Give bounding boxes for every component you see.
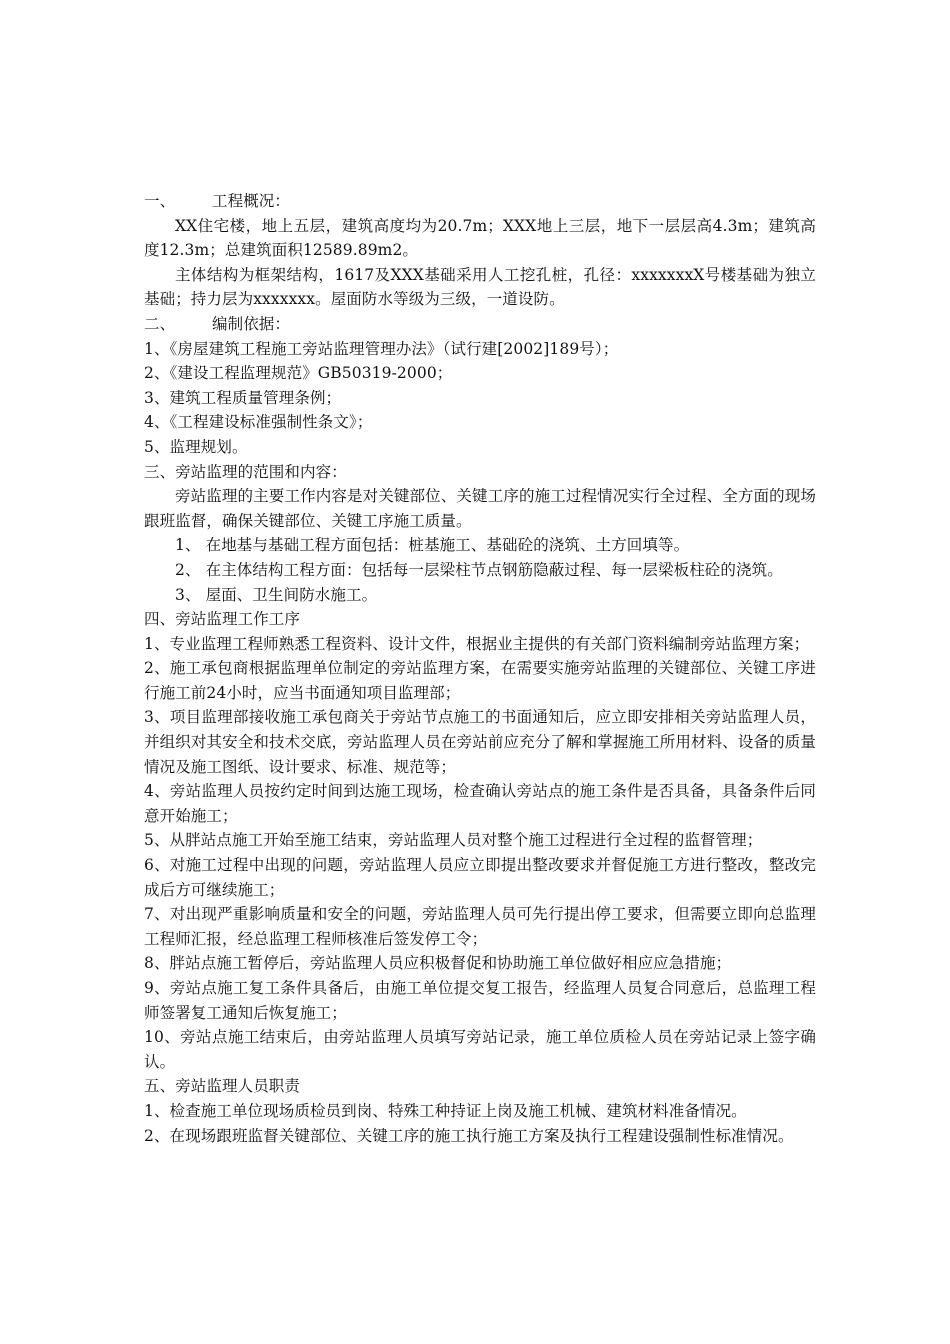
list-item: 8、胖站点施工暂停后，旁站监理人员应积极督促和协助施工单位做好相应应急措施； xyxy=(144,954,732,973)
list-item: 4、旁站监理人员按约定时间到达施工现场，检查确认旁站点的施工条件是否具备，具备条件后同意开始施工； xyxy=(144,782,816,825)
list-item: 5、监理规划。 xyxy=(144,437,248,456)
list-item: 3、建筑工程质量管理条例； xyxy=(144,388,342,407)
section-number: 二、 xyxy=(144,314,176,333)
paragraph-structure-overview: 主体结构为框架结构，1617及XXX基础采用人工挖孔桩，孔径：xxxxxxxX号楼基础为独立基础；持力层为xxxxxxx。屋面防水等级为三级，一道设防。 xyxy=(144,265,816,309)
section-heading-scope: 三、旁站监理的范围和内容： xyxy=(144,462,347,481)
section-title: 工程概况： xyxy=(212,192,291,210)
list-item: 2、在现场跟班监督关键部位、关键工序的施工执行施工方案及执行工程建设强制性标准情况。 xyxy=(144,1126,794,1145)
list-item: 2、 在主体结构工程方面：包括每一层梁柱节点钢筋隐蔽过程、每一层梁板柱砼的浇筑。 xyxy=(175,560,783,579)
list-item: 7、对出现严重影响质量和安全的问题，旁站监理人员可先行提出停工要求，但需要立即向总监理工程师汇报，经总监理工程师核准后签发停工令； xyxy=(144,905,816,948)
list-item: 1、 在地基与基础工程方面包括：桩基施工、基础砼的浇筑、土方回填等。 xyxy=(175,536,690,555)
paragraph-scope: 旁站监理的主要工作内容是对关键部位、关键工序的施工过程情况实行全过程、全方面的现场跟班监督，确保关键部位、关键工序施工质量。 xyxy=(144,487,816,530)
section-heading-duties: 五、旁站监理人员职责 xyxy=(144,1077,301,1096)
list-item: 1、检查施工单位现场质检员到岗、特殊工种持证上岗及施工机械、建筑材料准备情况。 xyxy=(144,1101,747,1120)
paragraph-building-overview: XX住宅楼，地上五层，建筑高度均为20.7m；XXX地上三层，地下一层层高4.3m；建筑高度12.3m；总建筑面积12589.89m2。 xyxy=(144,216,816,260)
document-body xyxy=(144,189,816,1148)
list-item: 3、 屋面、卫生间防水施工。 xyxy=(175,585,378,604)
list-item: 6、对施工过程中出现的问题，旁站监理人员应立即提出整改要求并督促施工方进行整改，整改完成后方可继续施工； xyxy=(144,856,816,899)
list-item: 3、项目监理部接收施工承包商关于旁站节点施工的书面通知后，应立即安排相关旁站监理人员，并组织对其安全和技术交底，旁站监理人员在旁站前应充分了解和掌握施工所用材料、设备的质量情况及施工图纸、设计要求、标准、规范等； xyxy=(144,708,816,776)
list-item: 2、《建设工程监理规范》GB50319-2000； xyxy=(144,364,453,383)
section-title: 编制依据： xyxy=(212,314,291,333)
list-item: 9、旁站点施工复工条件具备后，由施工单位提交复工报告，经监理人员复合同意后，总监理工程师签署复工通知后恢复施工； xyxy=(144,979,816,1022)
section-heading-basis xyxy=(144,312,816,337)
list-item: 1、《房屋建筑工程施工旁站监理管理办法》（试行建[2002]189号）； xyxy=(144,339,619,358)
section-number: 一、 xyxy=(144,192,176,210)
list-item: 5、从胖站点施工开始至施工结束，旁站监理人员对整个施工过程进行全过程的监督管理； xyxy=(144,831,763,850)
section-heading-procedure: 四、旁站监理工作工序 xyxy=(144,610,301,629)
list-item: 10、旁站点施工结束后，由旁站监理人员填写旁站记录，施工单位质检人员在旁站记录上签字确认。 xyxy=(144,1028,816,1071)
list-item: 1、专业监理工程师熟悉工程资料、设计文件，根据业主提供的有关部门资料编制旁站监理方案； xyxy=(144,634,810,653)
list-item: 4、《工程建设标准强制性条文》； xyxy=(144,413,373,432)
list-item: 2、施工承包商根据监理单位制定的旁站监理方案，在需要实施旁站监理的关键部位、关键工序进行施工前24小时，应当书面通知项目监理部； xyxy=(144,659,816,702)
section-heading-overview xyxy=(144,189,816,214)
